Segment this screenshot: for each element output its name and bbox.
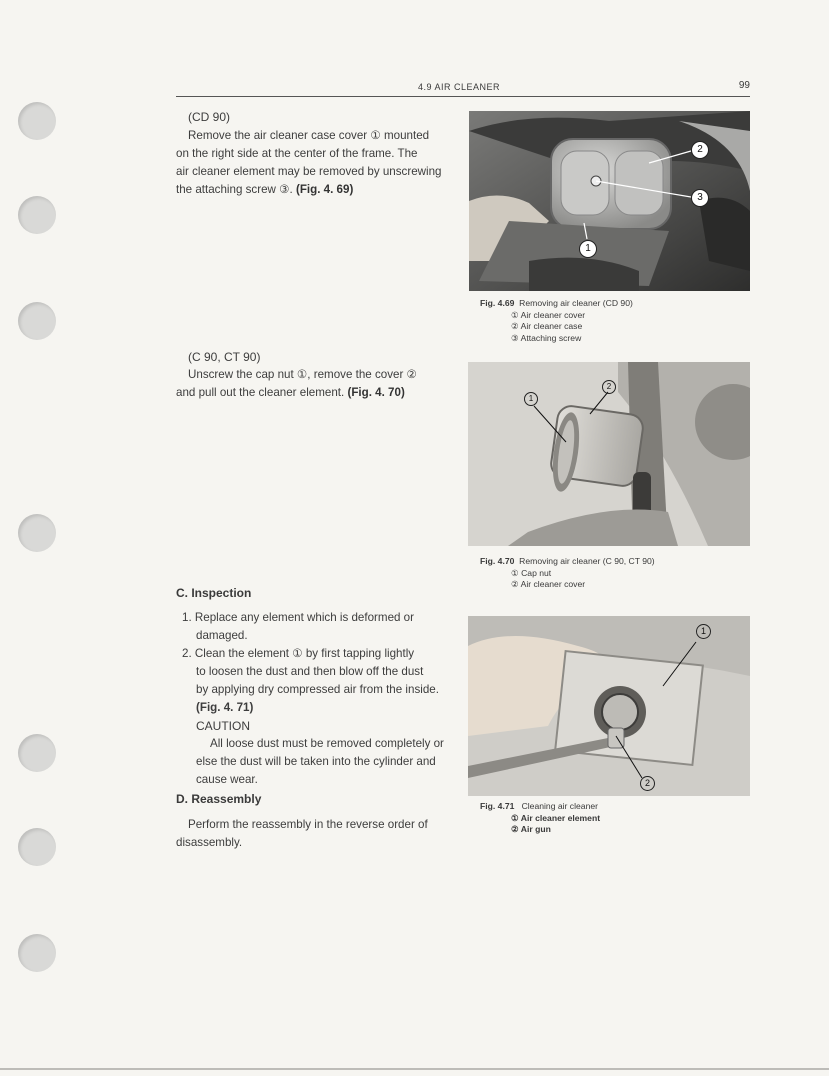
text-line: Unscrew the cap nut ①, remove the cover ② [188, 368, 417, 381]
binder-hole [18, 102, 56, 140]
figure-label: Fig. 4.70 [480, 556, 515, 566]
caption-item: ② Air cleaner cover [511, 579, 586, 589]
cleaning-air-cleaner-illustration [468, 616, 750, 796]
text-line: 2. Clean the element ① by first tapping lightly [182, 647, 415, 660]
text-line: air cleaner element may be removed by unscrewing [176, 165, 442, 178]
binder-hole [18, 828, 56, 866]
text-line: Perform the reassembly in the reverse order of [188, 818, 428, 831]
figure-title: Removing air cleaner (C 90, CT 90) [519, 556, 655, 566]
text-line: to loosen the dust and then blow off the dust [196, 665, 424, 678]
header-rule [176, 96, 750, 97]
figure-label: Fig. 4.69 [480, 298, 515, 308]
text-line: 1. Replace any element which is deformed or [182, 611, 414, 624]
binder-hole [18, 302, 56, 340]
callout-1: 1 [524, 392, 538, 406]
text-run: the attaching screw ③. [176, 183, 293, 196]
inspection-list [176, 609, 444, 789]
text-line: else the dust will be taken into the cylinder and [196, 755, 436, 768]
text-line: on the right side at the center of the frame. The [176, 147, 418, 160]
callout-1: 1 [579, 240, 597, 258]
caption-title-line [480, 556, 750, 568]
caution-title: CAUTION [196, 719, 250, 733]
page-number: 99 [738, 80, 750, 91]
binder-hole [18, 514, 56, 552]
figure-4-69-caption [480, 298, 750, 344]
figure-title: Removing air cleaner (CD 90) [519, 298, 633, 308]
text-line: All loose dust must be removed completely or [210, 737, 444, 750]
caption-item: ③ Attaching screw [511, 332, 582, 343]
caption-item: ② Air cleaner case [511, 321, 583, 331]
inspection-heading: C. Inspection [176, 586, 252, 600]
text-line: Remove the air cleaner case cover ① mounted [188, 129, 430, 142]
page-bottom-edge [0, 1068, 829, 1070]
text-line: disassembly. [176, 836, 243, 849]
figure-4-71-photo [468, 616, 750, 796]
c90-body [176, 366, 444, 402]
text-line: cause wear. [196, 773, 258, 786]
caption-title-line [480, 298, 750, 310]
text-line [176, 181, 444, 199]
reassembly-heading: D. Reassembly [176, 792, 262, 806]
figure-label: Fig. 4.71 [480, 801, 515, 811]
text-line [176, 384, 444, 402]
c90-heading: (C 90, CT 90) [188, 350, 261, 364]
cd90-heading: (CD 90) [188, 110, 231, 124]
caption-item: ① Cap nut [511, 567, 552, 578]
caption-item: ① Air cleaner element [511, 812, 601, 823]
cd90-body [176, 127, 444, 199]
binder-hole [18, 734, 56, 772]
binder-hole [18, 196, 56, 234]
binder-hole [18, 934, 56, 972]
figure-4-71-caption [480, 801, 750, 836]
running-header [176, 80, 750, 96]
list-item [176, 645, 444, 789]
figure-4-69-photo [469, 111, 750, 291]
section-title: 4.9 AIR CLEANER [418, 82, 501, 92]
caption-item: ② Air gun [511, 824, 551, 834]
figure-reference[interactable]: (Fig. 4. 70) [347, 386, 405, 399]
figure-4-70-caption [480, 556, 750, 591]
caption-title-line [480, 801, 750, 813]
caption-item: ① Air cleaner cover [511, 309, 586, 320]
callout-3: 3 [691, 189, 709, 207]
callout-1: 1 [696, 624, 711, 639]
figure-title: Cleaning air cleaner [521, 801, 598, 811]
text-line: damaged. [196, 629, 248, 642]
list-item [176, 609, 444, 645]
callout-2: 2 [691, 141, 709, 159]
callout-2: 2 [602, 380, 616, 394]
callout-2: 2 [640, 776, 655, 791]
text-run: and pull out the cleaner element. [176, 386, 345, 399]
text-line: by applying dry compressed air from the inside. [196, 683, 439, 696]
cd90-section [188, 108, 453, 127]
figure-4-70-photo [468, 362, 750, 546]
reassembly-body [176, 816, 444, 852]
figure-reference[interactable]: (Fig. 4. 71) [196, 701, 254, 714]
figure-reference[interactable]: (Fig. 4. 69) [295, 183, 354, 196]
